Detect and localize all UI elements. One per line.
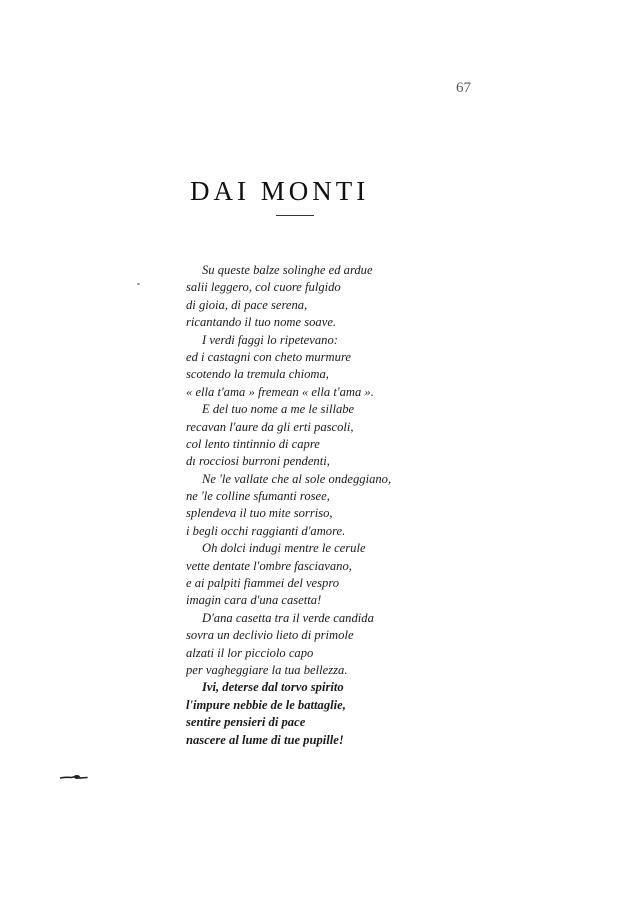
margin-ink-mark	[60, 773, 88, 781]
poem-line: I verdi faggi lo ripetevano:	[202, 332, 338, 347]
stanza-3	[186, 401, 426, 471]
poem-line: salii leggero, col cuore fulgido	[186, 280, 341, 295]
poem-line: vette dentate l'ombre fasciavano,	[186, 558, 352, 573]
poem-line: ricantando il tuo nome soave.	[186, 315, 337, 330]
stanza-1	[186, 262, 426, 332]
poem-line: Ne 'le vallate che al sole ondeggiano,	[202, 471, 392, 486]
poem-line: l'impure nebbie de le battaglie,	[186, 697, 346, 712]
poem-line: imagin cara d'una casetta!	[186, 593, 322, 608]
poem-line: nascere al lume di tue pupille!	[186, 732, 344, 747]
stanza-7	[186, 679, 426, 749]
poem-line: alzati il lor picciolo capo	[186, 645, 314, 660]
poem-line: e ai palpiti fiammei del vespro	[186, 576, 340, 591]
poem-line: per vagheggiare la tua bellezza.	[186, 662, 348, 677]
poem-line: E del tuo nome a me le sillabe	[202, 402, 355, 417]
title-rule	[276, 215, 314, 216]
poem-line: i begli occhi raggianti d'amore.	[186, 523, 346, 538]
stanza-5	[186, 540, 426, 610]
poem-line: dı rocciosi burroni pendenti,	[186, 454, 330, 469]
poem-line: splendeva il tuo mite sorriso,	[186, 506, 333, 521]
poem-title: DAI MONTI	[190, 176, 370, 206]
poem-line: sentire pensieri di pace	[186, 715, 306, 730]
poem-line: D'ana casetta tra il verde candida	[202, 610, 374, 625]
poem-line: Ivi, deterse dal torvo spirito	[202, 680, 344, 695]
poem-line: Su queste balze solinghe ed ardue	[202, 263, 373, 277]
stanza-6	[186, 610, 426, 680]
stanza-4	[186, 471, 426, 541]
poem-line: di gioia, di pace serena,	[186, 297, 308, 312]
stray-mark	[137, 283, 140, 285]
poem-body	[186, 262, 426, 749]
poem-line: « ella t'ama » fremean « ella t'ama ».	[186, 384, 374, 399]
poem-line: sovra un declivio lieto di primole	[186, 628, 354, 643]
poem-line: ne 'le colline sfumanti rosee,	[186, 489, 330, 504]
poem-line: col lento tintinnio di capre	[186, 436, 320, 451]
poem-line: recavan l'aure da gli erti pascoli,	[186, 419, 354, 434]
poem-line: Oh dolci indugi mentre le cerule	[202, 541, 366, 556]
poem-line: ed i castagni con cheto murmure	[186, 349, 351, 364]
page-number: 67	[456, 80, 471, 96]
poem-line: scotendo la tremula chioma,	[186, 367, 329, 382]
stanza-2	[186, 332, 426, 402]
